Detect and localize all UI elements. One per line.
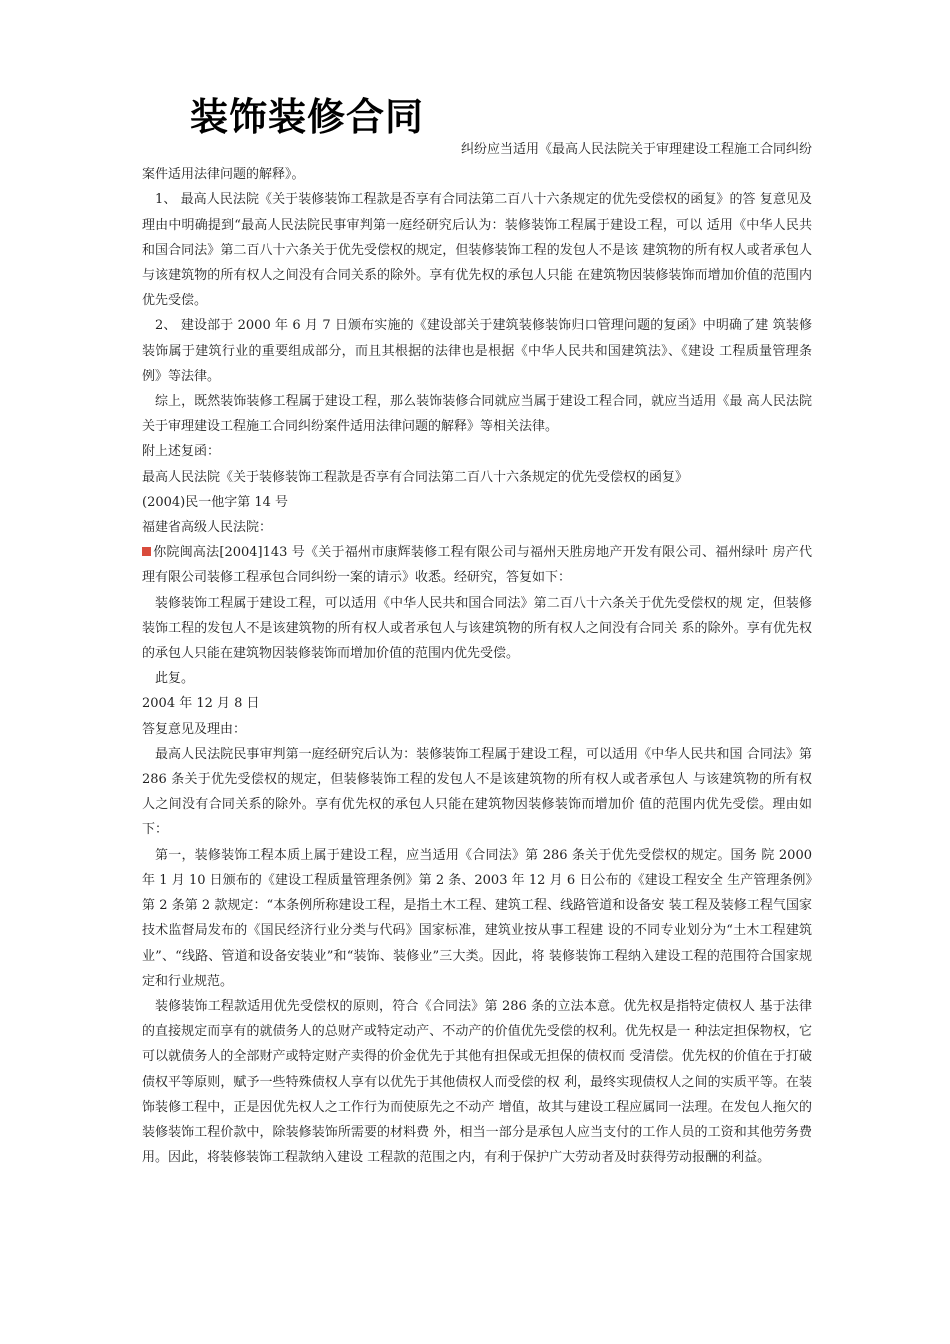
paragraph-reply-body: 装修装饰工程属于建设工程，可以适用《中华人民共和国合同法》第二百八十六条关于优先受偿权的规 定，但装修装饰工程的发包人不是该建筑物的所有权人或者承包人与该建筑物的所有权人之间没有合同关 系的除外。享有优先权的承包人只能在建筑物因装修装饰而增加价值的范围内优先受偿。 <box>142 595 812 662</box>
paragraph-reply-number: (2004)民一他字第 14 号 <box>142 494 289 510</box>
paragraph-intro-cont: 案件适用法律问题的解释》。 <box>142 167 305 183</box>
paragraph-date: 2004 年 12 月 8 日 <box>142 696 260 712</box>
paragraph-reason-1: 第一，装修装饰工程本质上属于建设工程，应当适用《合同法》第 286 条关于优先受偿权的规定。国务 院 2000 年 1 月 10 日颁布的《建设工程质量管理条例》第 2 条、2003 年 12 月 6 日公布的《建设工程安全 生产管理条例》第 2 条第 2 款规定：“本条例所称建设工程，是指土木工程、建筑工程、线路管道和设备安 装工程及装修工程气国家技术监督局发布的《国民经济行业分类与代码》国家标准，建筑业按从事工程建 设的不同专业划分为“土木工程建筑业”、“线路、管道和设备安装业”和“装饰、装修业”三大类。因此，将 装修装饰工程纳入建设工程的范围符合国家规定和行业规范。 <box>142 847 812 989</box>
paragraph-reasons-label: 答复意见及理由： <box>142 721 247 737</box>
paragraph-point-2: 2、 建设部于 2000 年 6 月 7 日颁布实施的《建设部关于建筑装修装饰归口管理问题的复函》中明确了建 筑装修装饰属于建筑行业的重要组成部分，而且其根据的法律也是根据《中华人民共和国建筑法》、《建设 工程质量管理条例》等法律。 <box>142 318 812 384</box>
paragraph-addressee: 福建省高级人民法院： <box>142 520 273 536</box>
paragraph-reason-2: 装修装饰工程款适用优先受偿权的原则，符合《合同法》第 286 条的立法本意。优先权是指特定债权人 基于法律的直接规定而享有的就债务人的总财产或特定动产、不动产的价值优先受偿的权利。优先权是一 种法定担保物权，它可以就债务人的全部财产或特定财产卖得的价金优先于其他有担保或无担保的债权而 受清偿。优先权的价值在于打破债权平等原则，赋予一些特殊债权人享有以优先于其他债权人而受偿的权 利，最终实现债权人之间的实质平等。在装饰装修工程中，正是因优先权人之工作行为而使原先之不动产 增值，故其与建设工程应属同一法理。在发包人拖欠的装修装饰工程价款中，除装修装饰所需要的材料费 外，相当一部分是承包人应当支付的工作人员的工资和其他劳务费用。因此，将装修装饰工程款纳入建设 工程款的范围之内，有利于保护广大劳动者及时获得劳动报酬的利益。 <box>142 998 812 1166</box>
paragraph-request <box>142 540 812 590</box>
paragraph-summary: 综上，既然装饰装修工程属于建设工程，那么装饰装修合同就应当属于建设工程合同，就应当适用《最 高人民法院关于审理建设工程施工合同纠纷案件适用法律问题的解释》等相关法律。 <box>142 394 812 435</box>
document-body <box>142 137 812 1170</box>
paragraph-point-1: 1、 最高人民法院《关于装修装饰工程款是否享有合同法第二百八十六条规定的优先受偿权的函复》的答 复意见及理由中明确提到“最高人民法院民事审判第一庭经研究后认为：装修装饰工程属于建设工程，可以 适用《中华人民共和国合同法》第二百八十六条关于优先受偿权的规定，但装修装饰工程的发包人不是该 建筑物的所有权人或者承包人与该建筑物的所有权人之间没有合同关系的除外。享有优先权的承包人只能 在建筑物因装修装饰而增加价值的范围内优先受偿。 <box>142 192 812 309</box>
paragraph-reply-title: 最高人民法院《关于装修装饰工程款是否享有合同法第二百八十六条规定的优先受偿权的函复》 <box>142 469 689 485</box>
paragraph-reasons-intro: 最高人民法院民事审判第一庭经研究后认为：装修装饰工程属于建设工程，可以适用《中华人民共和国 合同法》第 286 条关于优先受偿权的规定，但装修装饰工程的发包人不是该建筑物的所有权人或者承包人 与该建筑物的所有权人之间没有合同关系的除外。享有优先权的承包人只能在建筑物因装修装饰而增加价 值的范围内优先受偿。理由如下： <box>142 746 812 838</box>
bullet-square-icon <box>142 547 151 556</box>
paragraph-attachment-label: 附上述复函： <box>142 444 221 460</box>
document-title: 装饰装修合同 <box>190 95 425 139</box>
paragraph-closing: 此复。 <box>155 671 195 687</box>
paragraph-intro-line: 纠纷应当适用《最高人民法院关于审理建设工程施工合同纠纷 <box>460 142 812 157</box>
paragraph-request-text: 你院闽高法[2004]143 号《关于福州市康辉装修工程有限公司与福州天胜房地产开发有限公司、福州绿叶 房产代理有限公司装修工程承包合同纠纷一案的请示》收悉。经研究，答复如下： <box>142 545 812 586</box>
